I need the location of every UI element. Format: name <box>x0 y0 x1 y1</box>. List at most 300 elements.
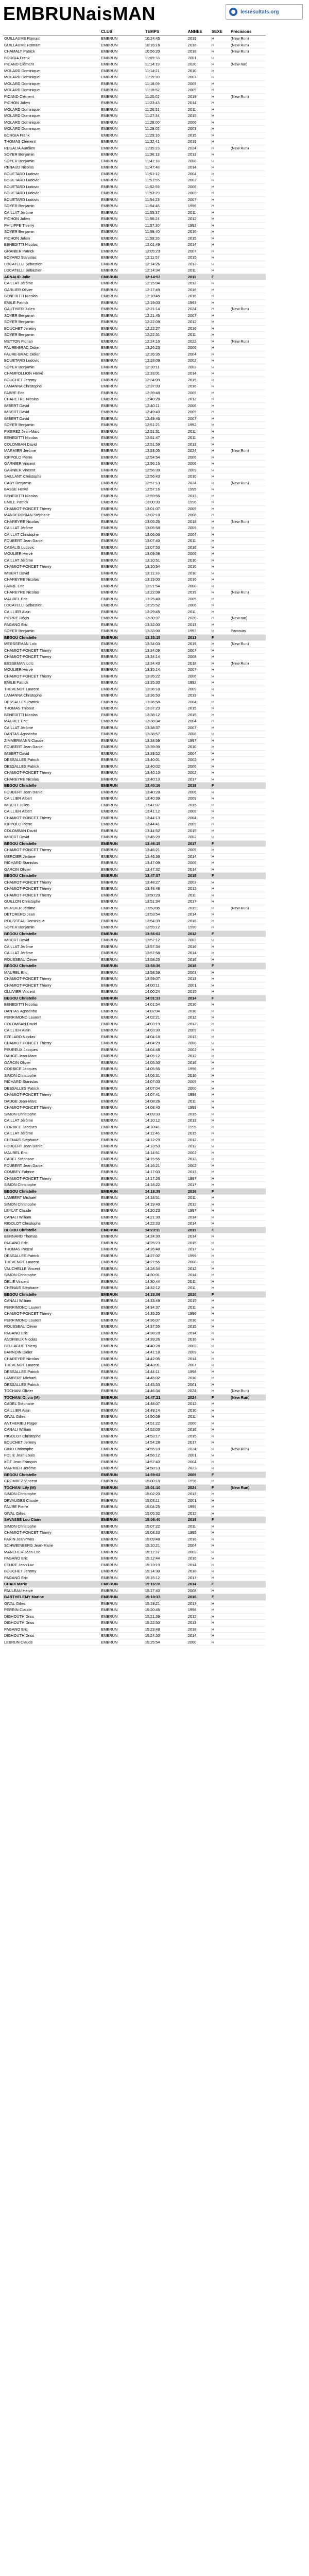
table-row <box>3 673 266 680</box>
row-sexe: H <box>211 1162 230 1169</box>
row-note <box>230 1027 266 1034</box>
row-note <box>230 505 266 512</box>
table-row <box>3 995 266 1002</box>
row-note <box>230 1298 266 1304</box>
row-name: PEUREUX Jacques <box>3 1046 100 1053</box>
row-note <box>230 634 266 641</box>
row-note <box>230 667 266 673</box>
table-row <box>3 577 266 583</box>
row-sexe: H <box>211 789 230 795</box>
row-sexe: H <box>211 1587 230 1594</box>
row-club: EMBRUN <box>100 1002 144 1008</box>
row-year: 2012 <box>187 886 211 892</box>
row-year: 2012 <box>187 1510 211 1517</box>
row-sexe: H <box>211 866 230 873</box>
row-sexe: H <box>211 1568 230 1575</box>
row-note <box>230 1433 266 1439</box>
row-time: 12:05:23 <box>144 248 187 255</box>
row-name: BEGOU Christelle <box>3 1227 100 1233</box>
row-sexe: H <box>211 763 230 770</box>
row-sexe: F <box>211 1517 230 1523</box>
table-row <box>3 1388 266 1395</box>
row-name: BENEDITTI Nicolas <box>3 242 100 248</box>
row-note <box>230 995 266 1002</box>
row-time: 13:40:16 <box>144 783 187 789</box>
row-name: CHAMIOT-PONCET Thierry <box>3 770 100 776</box>
row-time: 12:56:43 <box>144 473 187 480</box>
row-year: 2012 <box>187 396 211 403</box>
row-year: 2011 <box>187 267 211 274</box>
row-sexe: H <box>211 525 230 532</box>
table-row <box>3 312 266 319</box>
row-club: EMBRUN <box>100 1201 144 1208</box>
row-note <box>230 1175 266 1182</box>
row-sexe: H <box>211 1008 230 1014</box>
row-club: EMBRUN <box>100 873 144 879</box>
row-note <box>230 1600 266 1607</box>
row-club: EMBRUN <box>100 1523 144 1530</box>
row-year: 2003 <box>187 190 211 197</box>
row-note <box>230 525 266 532</box>
row-club: EMBRUN <box>100 660 144 667</box>
row-name: CHAMIOT-PONCET Thierry <box>3 976 100 982</box>
row-year: 2004 <box>187 815 211 821</box>
row-sexe: H <box>211 518 230 525</box>
row-note <box>230 924 266 931</box>
row-sexe: H <box>211 216 230 223</box>
row-club: EMBRUN <box>100 1291 144 1298</box>
row-sexe: H <box>211 280 230 287</box>
row-year: 2002 <box>187 358 211 364</box>
row-time: 13:38:57 <box>144 731 187 738</box>
row-name: DANTAS Agostinho <box>3 1008 100 1014</box>
row-club: EMBRUN <box>100 770 144 776</box>
row-sexe: H <box>211 1536 230 1543</box>
row-note <box>230 847 266 854</box>
row-sexe: H <box>211 1214 230 1221</box>
row-year: 1993 <box>187 299 211 306</box>
row-time: 10:56:20 <box>144 48 187 55</box>
row-sexe: H <box>211 209 230 216</box>
row-club: EMBRUN <box>100 783 144 789</box>
row-time: 13:06:06 <box>144 531 187 538</box>
row-club: EMBRUN <box>100 1214 144 1221</box>
row-time: 13:36:18 <box>144 686 187 692</box>
row-time: 13:57:58 <box>144 950 187 957</box>
row-name: BOUCHET Jeremy <box>3 377 100 383</box>
row-club: EMBRUN <box>100 1536 144 1543</box>
row-sexe: H <box>211 757 230 764</box>
row-name: PERRIMOND Laurent <box>3 1304 100 1311</box>
row-note <box>230 1530 266 1536</box>
row-note <box>230 892 266 899</box>
row-time: 13:37:23 <box>144 705 187 712</box>
table-row <box>3 802 266 808</box>
table-row <box>3 1543 266 1549</box>
row-time: 14:02:21 <box>144 1014 187 1021</box>
row-club: EMBRUN <box>100 892 144 899</box>
row-club: EMBRUN <box>100 332 144 338</box>
row-note: (New Run) <box>230 641 266 648</box>
row-club: EMBRUN <box>100 1033 144 1040</box>
row-time: 12:56:39 <box>144 467 187 473</box>
row-note <box>230 473 266 480</box>
row-sexe: H <box>211 1246 230 1253</box>
row-year: 2018 <box>187 42 211 48</box>
row-note <box>230 1233 266 1240</box>
row-club: EMBRUN <box>100 248 144 255</box>
row-name: PERRIN Claude <box>3 1607 100 1614</box>
row-sexe: H <box>211 583 230 589</box>
row-note <box>230 151 266 158</box>
row-time: 11:51:55 <box>144 177 187 184</box>
row-name: BORGIA Frank <box>3 55 100 61</box>
row-sexe: H <box>211 673 230 680</box>
row-sexe: H <box>211 1497 230 1504</box>
row-note <box>230 242 266 248</box>
row-year: 2004 <box>187 1459 211 1465</box>
row-time: 11:23:43 <box>144 100 187 107</box>
row-year: 2004 <box>187 699 211 705</box>
row-time: 13:09:58 <box>144 551 187 557</box>
row-note <box>230 815 266 821</box>
row-sexe: H <box>211 544 230 551</box>
row-note: (New Run) <box>230 306 266 313</box>
row-sexe: H <box>211 1169 230 1176</box>
row-year: 2007 <box>187 1362 211 1369</box>
row-note <box>230 776 266 783</box>
row-name: PIERRE Régis <box>3 615 100 622</box>
row-sexe: H <box>211 48 230 55</box>
row-time: 14:50:08 <box>144 1414 187 1420</box>
row-sexe: H <box>211 1059 230 1066</box>
table-row <box>3 950 266 957</box>
row-year: 2019 <box>187 36 211 42</box>
row-note <box>230 1497 266 1504</box>
row-sexe: H <box>211 1491 230 1498</box>
row-club: EMBRUN <box>100 1098 144 1105</box>
row-year: 2009 <box>187 1471 211 1478</box>
table-row <box>3 531 266 538</box>
table-row <box>3 171 266 177</box>
row-name: MOLARD Dominique <box>3 67 100 74</box>
row-note <box>230 1336 266 1343</box>
row-club: EMBRUN <box>100 1427 144 1433</box>
row-sexe: H <box>211 1252 230 1259</box>
row-note <box>230 1092 266 1098</box>
row-name: CHAMIOT-PONCET Thierry <box>3 1040 100 1047</box>
row-name: BOUETARD Ludovic <box>3 190 100 197</box>
table-row <box>3 1162 266 1169</box>
table-row <box>3 1059 266 1066</box>
row-name: BEGOU Christelle <box>3 634 100 641</box>
row-club: EMBRUN <box>100 1324 144 1330</box>
row-time: 12:57:13 <box>144 480 187 486</box>
row-time: 12:01:49 <box>144 242 187 248</box>
row-club: EMBRUN <box>100 860 144 867</box>
row-sexe: H <box>211 1639 230 1646</box>
row-sexe: H <box>211 177 230 184</box>
row-sexe: H <box>211 1562 230 1568</box>
row-club: EMBRUN <box>100 538 144 545</box>
row-name: CHAMIOT-PONCET Thierry <box>3 1530 100 1536</box>
row-sexe: H <box>211 1330 230 1336</box>
row-name: MAUREL Eric <box>3 718 100 725</box>
row-club: EMBRUN <box>100 499 144 506</box>
row-note <box>230 190 266 197</box>
row-club: EMBRUN <box>100 80 144 87</box>
row-year: 2019 <box>187 905 211 911</box>
row-time: 11:20:02 <box>144 93 187 100</box>
row-note <box>230 557 266 564</box>
table-row <box>3 1002 266 1008</box>
row-club: EMBRUN <box>100 1510 144 1517</box>
row-sexe: H <box>211 1375 230 1382</box>
row-sexe: H <box>211 402 230 409</box>
row-name: CHENAIS Stéphane <box>3 1137 100 1143</box>
row-note <box>230 1523 266 1530</box>
row-year: 2010 <box>187 1291 211 1298</box>
row-year: 2012 <box>187 1401 211 1408</box>
row-club: EMBRUN <box>100 525 144 532</box>
row-time: 15:05:32 <box>144 1510 187 1517</box>
row-year: 2018 <box>187 963 211 970</box>
row-year: 2017 <box>187 1439 211 1446</box>
row-sexe: H <box>211 113 230 120</box>
row-name: PIKEREZ Jean-Marc <box>3 428 100 435</box>
row-sexe: H <box>211 428 230 435</box>
row-time: 10:16:16 <box>144 42 187 48</box>
row-note <box>230 235 266 242</box>
row-club: EMBRUN <box>100 1265 144 1272</box>
row-name: CHAMIOT-PONCET Thierry <box>3 673 100 680</box>
row-year: 2015 <box>187 711 211 718</box>
row-note <box>230 1517 266 1523</box>
row-time: 14:26:48 <box>144 1246 187 1253</box>
table-row <box>3 963 266 970</box>
row-sexe: H <box>211 242 230 248</box>
row-time: 11:27:34 <box>144 113 187 120</box>
row-sexe: H <box>211 577 230 583</box>
row-name: CHARETRE Nicolas <box>3 396 100 403</box>
row-note <box>230 222 266 229</box>
row-time: 13:38:34 <box>144 718 187 725</box>
table-row <box>3 1574 266 1581</box>
row-time: 14:16:21 <box>144 1162 187 1169</box>
row-club: EMBRUN <box>100 1574 144 1581</box>
site-logo[interactable] <box>226 4 303 20</box>
row-time: 13:34:43 <box>144 660 187 667</box>
column-header-time: TEMPS <box>144 29 187 36</box>
row-year: 2011 <box>187 1278 211 1285</box>
row-time: 14:33:06 <box>144 1291 187 1298</box>
row-time: 14:05:55 <box>144 1066 187 1073</box>
row-name: EMILE Patrick <box>3 499 100 506</box>
row-year: 2011 <box>187 274 211 280</box>
table-row <box>3 1536 266 1543</box>
row-year: 2014 <box>187 370 211 377</box>
table-row <box>3 1291 266 1298</box>
row-name: MOLARD Dominique <box>3 113 100 120</box>
row-name: KOT Jean-François <box>3 1459 100 1465</box>
row-year: 2000 <box>187 1420 211 1427</box>
row-time: 15:22:50 <box>144 1620 187 1626</box>
table-row <box>3 1491 266 1498</box>
row-year: 2003 <box>187 126 211 132</box>
row-year: 2011 <box>187 1227 211 1233</box>
row-club: EMBRUN <box>100 757 144 764</box>
row-club: EMBRUN <box>100 435 144 442</box>
row-note <box>230 827 266 834</box>
row-name: CAILLIER Albert <box>3 808 100 815</box>
row-club: EMBRUN <box>100 183 144 190</box>
row-club: EMBRUN <box>100 1092 144 1098</box>
row-club: EMBRUN <box>100 531 144 538</box>
row-sexe: H <box>211 564 230 570</box>
row-sexe: F <box>211 840 230 847</box>
row-sexe: H <box>211 1265 230 1272</box>
row-year: 2012 <box>187 1265 211 1272</box>
row-time: 10:24:45 <box>144 36 187 42</box>
table-row <box>3 370 266 377</box>
row-time: 13:36:53 <box>144 692 187 699</box>
row-club: EMBRUN <box>100 686 144 692</box>
table-row <box>3 209 266 216</box>
row-name: SOYER Benjamin <box>3 332 100 338</box>
row-club: EMBRUN <box>100 364 144 370</box>
row-name: CADEL Stéphane <box>3 1401 100 1408</box>
row-note <box>230 1368 266 1375</box>
table-row <box>3 847 266 854</box>
row-note <box>230 1066 266 1073</box>
row-sexe: H <box>211 905 230 911</box>
row-year: 2024 <box>187 1446 211 1452</box>
row-sexe: H <box>211 493 230 499</box>
row-name: RICHARD Stanislas <box>3 860 100 867</box>
row-name: DANTAS Agostinho <box>3 731 100 738</box>
row-time: 13:07:53 <box>144 544 187 551</box>
table-row <box>3 55 266 61</box>
row-time: 13:34:03 <box>144 641 187 648</box>
row-year: 2015 <box>187 255 211 261</box>
row-club: EMBRUN <box>100 744 144 751</box>
row-note <box>230 718 266 725</box>
table-row <box>3 319 266 326</box>
row-club: EMBRUN <box>100 1581 144 1588</box>
row-sexe: F <box>211 634 230 641</box>
row-time: 12:49:46 <box>144 415 187 422</box>
row-club: EMBRUN <box>100 827 144 834</box>
row-sexe: H <box>211 183 230 190</box>
row-name: PAGANO Eric <box>3 1626 100 1633</box>
row-note <box>230 596 266 602</box>
table-row <box>3 87 266 94</box>
row-time: 13:50:29 <box>144 892 187 899</box>
row-time: 14:34:37 <box>144 1304 187 1311</box>
row-name: BEGOU Christelle <box>3 1291 100 1298</box>
row-sexe: H <box>211 731 230 738</box>
table-row <box>3 1594 266 1601</box>
table-row <box>3 634 266 641</box>
row-year: 2012 <box>187 1021 211 1027</box>
table-row <box>3 886 266 892</box>
row-sexe: F <box>211 1394 230 1401</box>
row-year: 2006 <box>187 789 211 795</box>
row-note <box>230 969 266 976</box>
row-year: 1992 <box>187 222 211 229</box>
row-note <box>230 1478 266 1485</box>
row-sexe: H <box>211 815 230 821</box>
table-row <box>3 660 266 667</box>
row-note <box>230 409 266 416</box>
row-name: FELIRE Jean-Luc <box>3 1562 100 1568</box>
row-name: BOUETARD Ludovic <box>3 177 100 184</box>
row-note <box>230 402 266 409</box>
row-name: CADEL Stéphane <box>3 1156 100 1163</box>
row-time: 13:48:27 <box>144 879 187 886</box>
row-note <box>230 1343 266 1349</box>
row-sexe: H <box>211 1149 230 1156</box>
row-name: MOLARD Dominique <box>3 106 100 113</box>
table-row <box>3 1156 266 1163</box>
row-time: 13:25:40 <box>144 596 187 602</box>
row-time: 11:56:24 <box>144 216 187 223</box>
row-sexe: H <box>211 190 230 197</box>
row-club: EMBRUN <box>100 789 144 795</box>
row-club: EMBRUN <box>100 1478 144 1485</box>
row-time: 14:54:28 <box>144 1439 187 1446</box>
table-row <box>3 377 266 383</box>
row-note <box>230 1169 266 1176</box>
row-note <box>230 1130 266 1137</box>
row-club: EMBRUN <box>100 409 144 416</box>
row-name: RENAUD Nicolas <box>3 164 100 171</box>
table-row <box>3 1555 266 1562</box>
table-row <box>3 1053 266 1060</box>
row-year: 2016 <box>187 325 211 332</box>
row-time: 11:18:52 <box>144 87 187 94</box>
row-sexe: F <box>211 1227 230 1233</box>
row-club: EMBRUN <box>100 621 144 628</box>
table-row <box>3 1433 266 1439</box>
table-row <box>3 435 266 442</box>
row-time: 12:14:26 <box>144 261 187 267</box>
row-name: SOYER Benjamin <box>3 422 100 429</box>
table-row <box>3 242 266 248</box>
row-club: EMBRUN <box>100 1555 144 1562</box>
row-year: 2009 <box>187 1079 211 1086</box>
row-name: SOYER Benjamin <box>3 364 100 370</box>
row-club: EMBRUN <box>100 1111 144 1117</box>
row-year: 2017 <box>187 1574 211 1581</box>
row-time: 12:51:59 <box>144 441 187 448</box>
row-sexe: H <box>211 370 230 377</box>
table-row <box>3 840 266 847</box>
row-year: 1993 <box>187 628 211 635</box>
row-club: EMBRUN <box>100 1530 144 1536</box>
row-note <box>230 158 266 164</box>
row-year: 1990 <box>187 924 211 931</box>
row-note <box>230 737 266 744</box>
row-club: EMBRUN <box>100 383 144 390</box>
row-club: EMBRUN <box>100 976 144 982</box>
row-club: EMBRUN <box>100 802 144 808</box>
row-year: 2008 <box>187 583 211 589</box>
row-name: FOUBERT Jean Daniel <box>3 744 100 751</box>
table-row <box>3 518 266 525</box>
row-name: THOMAS Clément <box>3 139 100 145</box>
row-name: CHAREYRE Nicolas <box>3 776 100 783</box>
